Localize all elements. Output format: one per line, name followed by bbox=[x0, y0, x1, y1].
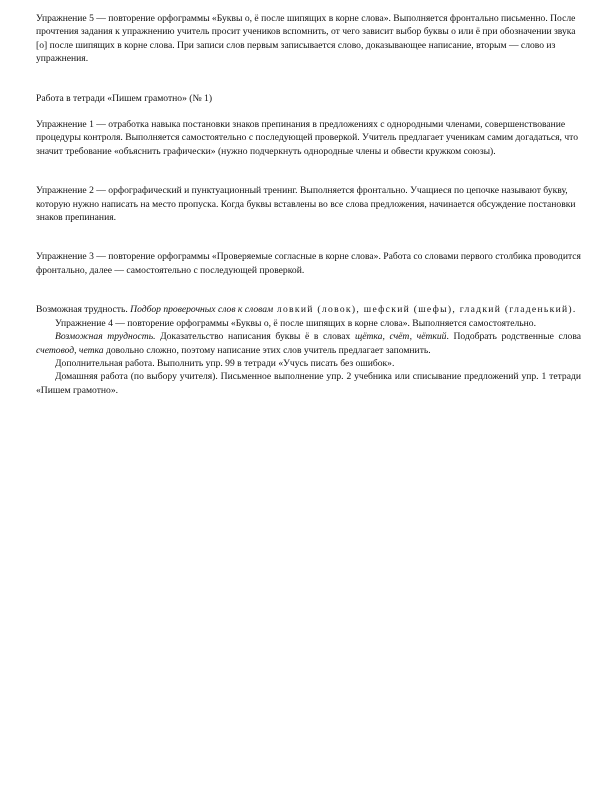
paragraph-difficulty-1 bbox=[36, 303, 581, 316]
difficulty-2-text-1: Доказательство написания буквы ё в словах bbox=[155, 331, 355, 343]
paragraph-exercise-2: Упражнение 2 — орфографический и пунктуационный тренинг. Выполняется фронтально. Учащиеся по цепочке называют букву, которую нужно написать на место пропуска. Когда буквы вставлены во все слова предложения, начинается обсуждение постановки знаков препинания. bbox=[36, 185, 576, 224]
paragraph-exercise-5: Упражнение 5 — повторение орфограммы «Буквы о, ё после шипящих в корне слова». Выполняется фронтально письменно. После прочтения задания к упражнению учитель просит учеников вспомнить, от чего зависит выбор буквы о или ё при обозначении звука [о] после шипящих в корне слова. При записи слов первым записывается слово, доказывающее написание, вторым — слово из упражнения. bbox=[36, 13, 576, 65]
difficulty-words: ловкий (ловок), шефский (шефы), гладкий (гладенький). bbox=[273, 304, 577, 316]
document-page bbox=[36, 12, 581, 397]
paragraph-exercise-3: Упражнение 3 — повторение орфограммы «Проверяемые согласные в корне слова». Работа со словами первого столбика проводится фронтально, далее — самостоятельно с последующей проверкой. bbox=[36, 251, 581, 276]
difficulty-italic: Подбор проверочных слов к словам bbox=[130, 304, 274, 316]
paragraph-homework: Домашняя работа (по выбору учителя). Письменное выполнение упр. 2 учебника или списывание предложений упр. 1 тетради «Пишем грамотно». bbox=[36, 371, 581, 396]
paragraph-exercise-1: Упражнение 1 — отработка навыка постановки знаков препинания в предложениях с однородными членами, совершенствование процедуры контроля. Выполняется самостоятельно с последующей проверкой. Учитель предлагает ученикам самим догадаться, что значит требование «объяснить графически» (нужно подчеркнуть однородные члены и обвести кружком союзы). bbox=[36, 119, 579, 157]
difficulty-2-text-3: довольно сложно, поэтому написание этих слов учитель предлагает запомнить. bbox=[103, 344, 431, 356]
difficulty-2-words-2: счетовод, четка bbox=[36, 344, 104, 356]
difficulty-2-words-1: щётка, счёт, чёткий bbox=[354, 331, 447, 343]
section-heading-notebook: Работа в тетради «Пишем грамотно» (№ 1) bbox=[36, 92, 213, 104]
paragraph-difficulty-2 bbox=[36, 330, 581, 357]
difficulty-2-text-2: . Подобрать родственные слова bbox=[446, 331, 581, 343]
paragraph-exercise-4: Упражнение 4 — повторение орфограммы «Буквы о, ё после шипящих в корне слова». Выполняется самостоятельно. bbox=[55, 317, 536, 329]
difficulty-lead: Возможная трудность. bbox=[36, 304, 131, 316]
difficulty-2-lead: Возможная трудность. bbox=[55, 331, 156, 343]
paragraph-additional-work: Дополнительная работа. Выполнить упр. 99 в тетради «Учусь писать без ошибок». bbox=[55, 357, 395, 369]
